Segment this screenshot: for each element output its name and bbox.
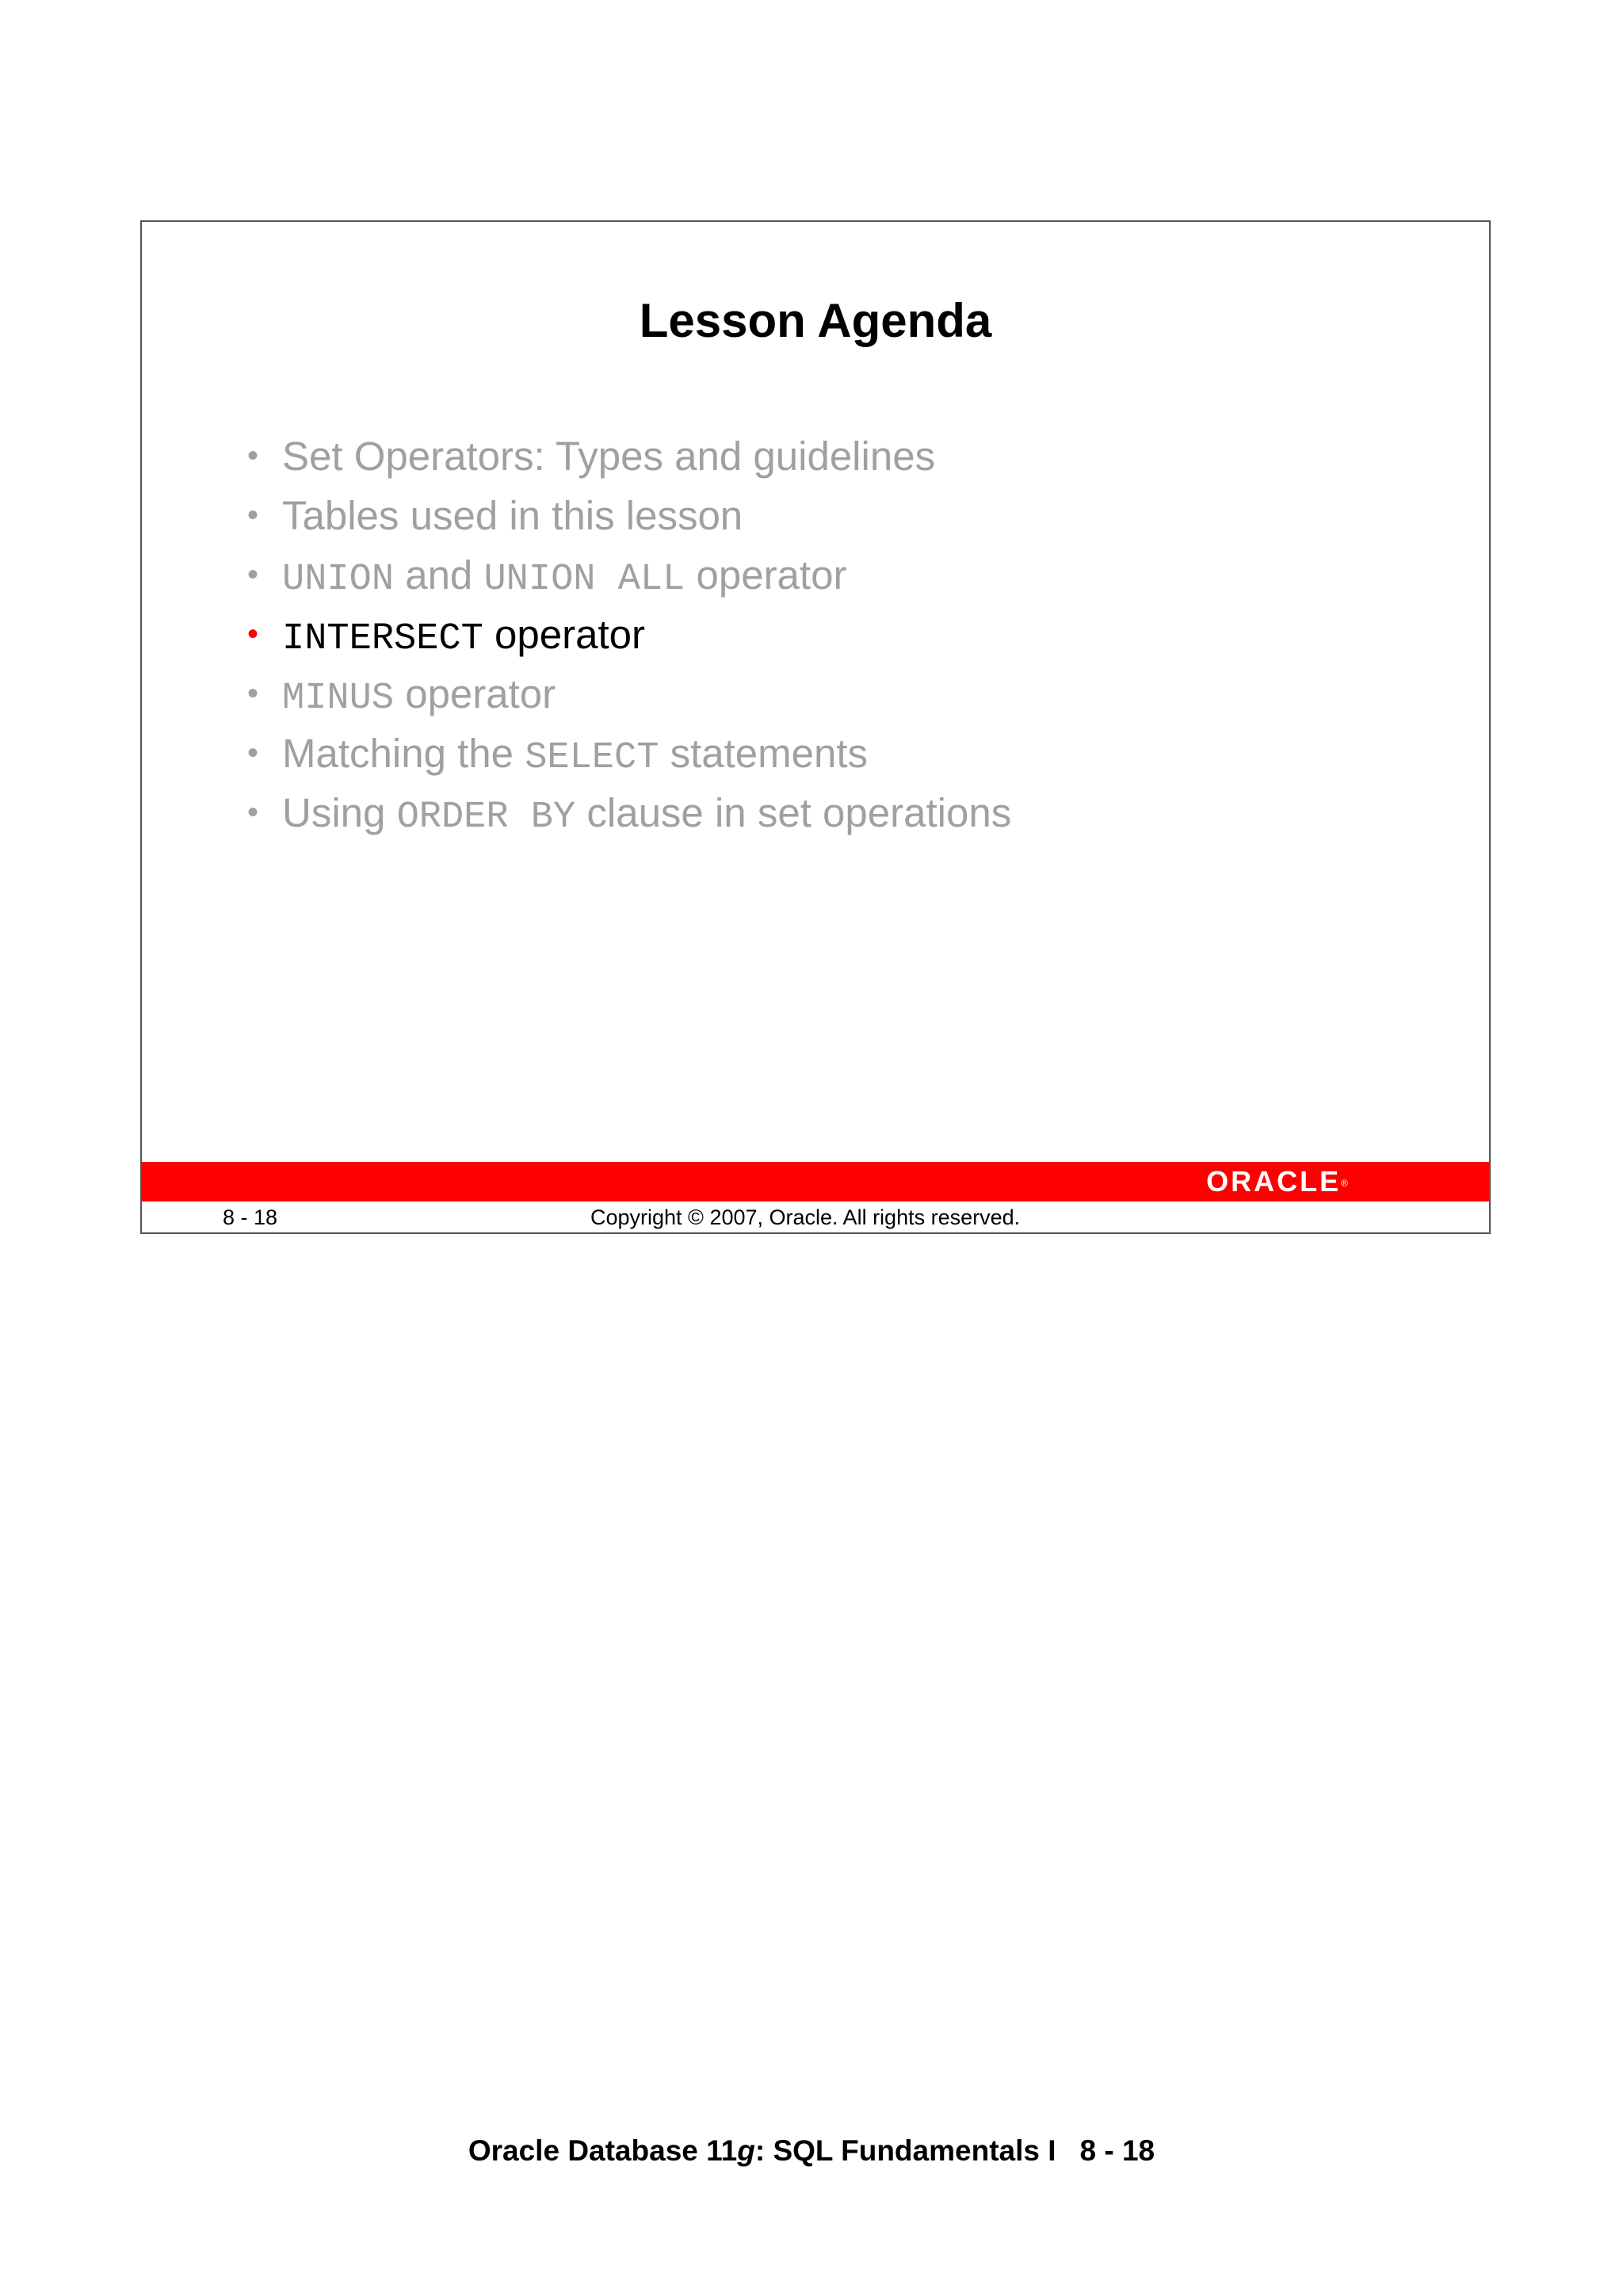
book-title-prefix: Oracle Database 11 [468, 2134, 738, 2167]
bullet-icon: • [247, 438, 259, 473]
agenda-item [247, 486, 1011, 545]
agenda-code-text: UNION ALL [483, 559, 685, 601]
agenda-text: Matching the [282, 731, 525, 776]
agenda-text: operator [483, 612, 645, 657]
slide-title: Lesson Agenda [639, 294, 992, 347]
bullet-icon: • [247, 735, 259, 770]
agenda-code-text: SELECT [525, 737, 659, 779]
oracle-logo [1206, 1165, 1348, 1198]
agenda-list [247, 426, 1011, 842]
agenda-text: Using [282, 790, 397, 835]
agenda-code-text: INTERSECT [282, 618, 483, 660]
agenda-code-text: UNION [282, 559, 395, 601]
slide-footer [142, 1201, 1489, 1234]
brand-bar [142, 1162, 1489, 1201]
agenda-text: Set Operators: Types and guidelines [282, 434, 936, 479]
agenda-item [247, 426, 1011, 486]
agenda-text: operator [685, 552, 847, 598]
agenda-item [247, 724, 1011, 783]
page-number: 8 - 18 [1079, 2134, 1155, 2167]
bullet-icon: • [247, 795, 259, 830]
bullet-icon: • [247, 676, 259, 711]
registered-mark: ® [1341, 1178, 1348, 1189]
book-title-suffix: : SQL Fundamentals I [754, 2134, 1056, 2167]
agenda-code-text: MINUS [282, 678, 395, 720]
agenda-item [247, 605, 1011, 664]
agenda-text: Tables used in this lesson [282, 493, 743, 538]
bullet-icon: • [247, 617, 259, 651]
agenda-text: statements [659, 731, 869, 776]
agenda-text: and [394, 552, 484, 598]
agenda-item [247, 783, 1011, 842]
page-footer [0, 2134, 1623, 2168]
agenda-item [247, 545, 1011, 605]
slide-frame [140, 220, 1491, 1234]
oracle-logo-text: ORACLE [1206, 1165, 1342, 1198]
slide-number: 8 - 18 [223, 1205, 278, 1229]
book-title-italic: g [737, 2134, 755, 2167]
agenda-text: clause in set operations [575, 790, 1012, 835]
bullet-icon: • [247, 498, 259, 533]
bullet-icon: • [247, 557, 259, 592]
agenda-code-text: ORDER BY [396, 797, 576, 839]
agenda-text: operator [394, 671, 556, 716]
agenda-item [247, 664, 1011, 724]
copyright-notice: Copyright © 2007, Oracle. All rights reserved. [590, 1205, 1021, 1229]
